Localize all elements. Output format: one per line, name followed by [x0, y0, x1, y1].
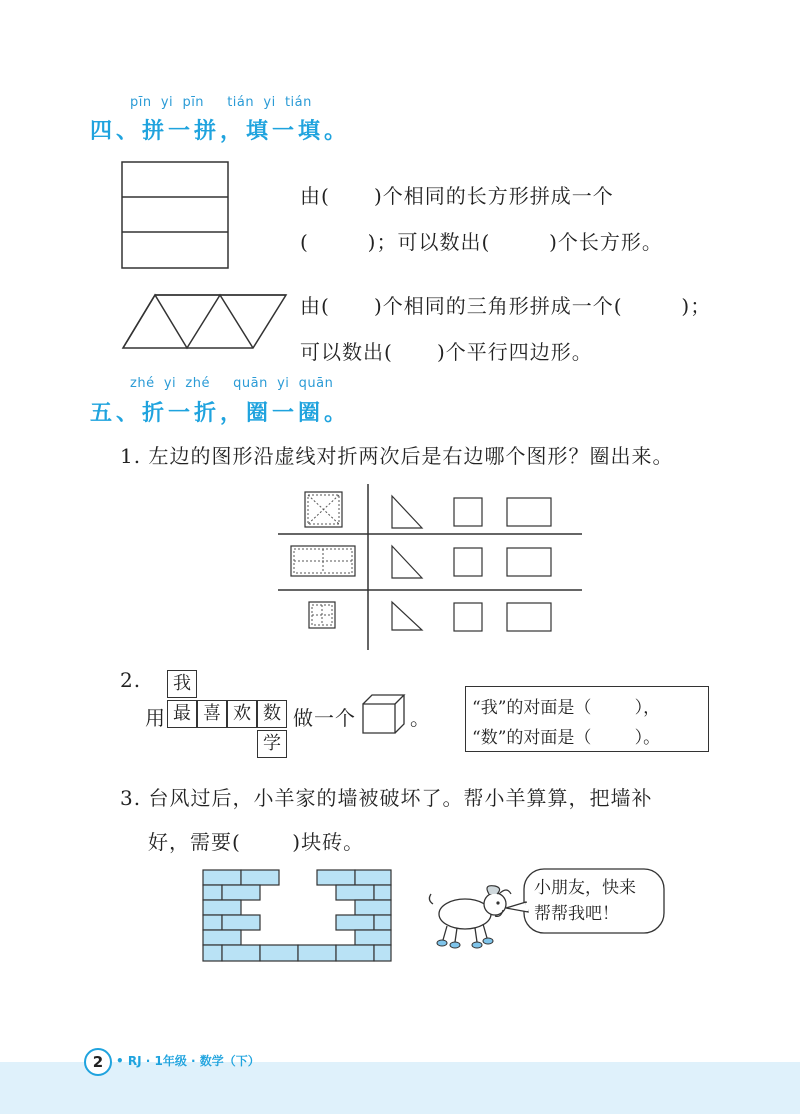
section5-pinyin: zhé yi zhé quān yi quān — [130, 376, 334, 391]
section4-pinyin: pīn yi pīn tián yi tián — [130, 95, 312, 110]
cube-net-cell: 数 — [257, 700, 287, 728]
triangles-trapezoid-figure — [120, 292, 292, 352]
cube-icon — [360, 692, 408, 736]
section4-q1-line2: ( )；可以数出( )个长方形。 — [300, 230, 663, 254]
q2-box-line1: “我”的对面是（ ）， — [472, 698, 661, 718]
folding-grid-figure — [276, 482, 586, 652]
stacked-rectangles-figure — [120, 160, 232, 272]
section4-q2-line2: 可以数出( )个平行四边形。 — [300, 340, 593, 364]
section5-q3-line1: 3. 台风过后，小羊家的墙被破坏了。帮小羊算算，把墙补 — [120, 786, 653, 810]
section5-title: 五、折一折，圈一圈。 — [90, 401, 351, 426]
speech-line1: 小朋友，快来 — [534, 878, 636, 898]
page-number: 2 — [84, 1048, 112, 1076]
section5-q2-use: 用 — [145, 706, 166, 730]
cube-net-cell: 学 — [257, 730, 287, 758]
cube-net-cell: 欢 — [227, 700, 257, 728]
section5-q2-period: 。 — [410, 706, 431, 730]
section5-q2-number: 2. — [120, 668, 142, 692]
cube-net-cell: 我 — [167, 670, 197, 698]
section5-q2-make: 做一个 — [293, 706, 356, 730]
section5-q3-line2: 好，需要( )块砖。 — [148, 830, 365, 854]
section4-q2-line1: 由( )个相同的三角形拼成一个( )； — [300, 294, 712, 318]
section5-q1: 1. 左边的图形沿虚线对折两次后是右边哪个图形？圈出来。 — [120, 444, 674, 468]
speech-line2: 帮帮我吧！ — [534, 904, 619, 924]
section4-title: 四、拼一拼，填一填。 — [90, 119, 351, 144]
q2-box-line2: “数”的对面是（ ）。 — [472, 728, 661, 748]
section4-q1-line1: 由( )个相同的长方形拼成一个 — [300, 184, 614, 208]
footer-text: • RJ · 1年级 · 数学（下） — [116, 1054, 260, 1068]
broken-brick-wall-figure — [202, 869, 392, 963]
footer-band — [0, 1062, 800, 1114]
cube-net-cell: 最 — [167, 700, 197, 728]
q2-answer-box — [465, 686, 709, 752]
cube-net-cell: 喜 — [197, 700, 227, 728]
